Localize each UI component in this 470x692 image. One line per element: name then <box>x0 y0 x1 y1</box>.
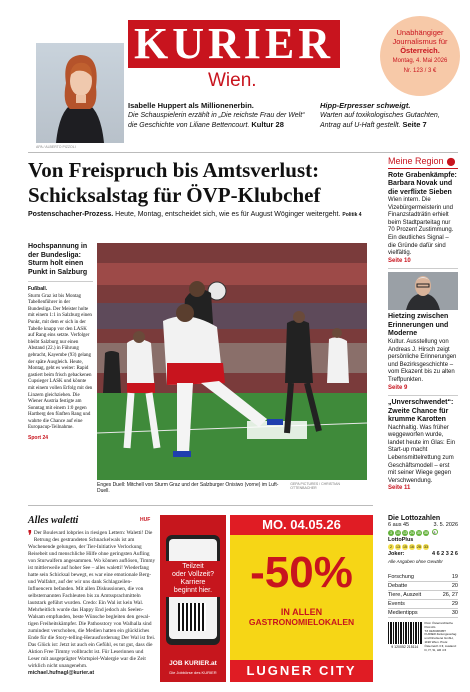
barcode <box>388 622 422 652</box>
lugner-ad-line1: IN ALLEN <box>280 607 323 617</box>
lotto-draw: 6 aus 45 <box>388 522 410 528</box>
portrait-credit: APA / ALBERTO PIZZOLI <box>36 145 76 149</box>
imprint: Post: Österreichische Post AG TZ 02Z030695T KURIER Zeitungsverlag und Druckerei GmbH, 1190 Wien. Preis: Österreich 3 €, Ausland: D, IT, SI, HR 4 € <box>424 621 457 652</box>
region-story-karotten[interactable] <box>388 399 458 493</box>
location-pin-icon: ⬤ <box>446 157 456 166</box>
photo-caption-row <box>97 482 367 494</box>
edition-stamp <box>380 16 460 96</box>
sport-kicker: Fußball. <box>28 286 48 292</box>
region-label: Meine Region <box>388 156 444 166</box>
sport-title: Hochspannung in der Bundesliga: Sturm holt einen Punkt in Salzburg <box>28 243 88 276</box>
index-row[interactable]: Tiere, Auszeit 26, 27 <box>388 592 458 598</box>
stamp-date: Montag, 4. Mai 2026 <box>392 58 448 64</box>
lead-kicker: Postenschacher-Prozess. <box>28 211 114 218</box>
index-row[interactable]: Events 29 <box>388 601 458 607</box>
sport-text: Sturm Graz ist bis Montag Tabellenführer in der Bundesliga. Der Meister holte mit einem 1:1 in Salzburg einen Punkt, mit dem er sich in der Tabelle knapp vor den LASK auf Rang eins setzte. Verfolger bleibt Salzburg nur einen Abstand (22.) in Führung gebracht, Kayembe (93) gelang der späte Ausgleich. Heute, Montag, geht es weiter: Rapid gastiert beim frisch gebackenen Cupsieger LASK und könnte mit einem vollen Erfolg mit den Linzern gleichziehen. Die Wiener Austria festigte am Sonntag mit einem 1:0 gegen Hartberg den fünften Rang und wahrte die Chance auf eine Europacup-Teilnahme. <box>28 293 93 431</box>
index-row[interactable]: Forschung 19 <box>388 574 458 580</box>
region-story-novak-title: Rote Grabenkämpfe: Barbara Novak und die verflixte Sieben <box>388 171 457 196</box>
lugner-ad-brand: LUGNER CITY <box>230 660 373 682</box>
lotto-plus-ball: 13 <box>396 545 400 549</box>
lotto-note: Alle Angaben ohne Gewähr <box>388 559 443 564</box>
lead-subtext: Heute, Montag, entscheidet sich, wie es für August Wöginger weitergeht. <box>115 211 341 218</box>
column-body <box>28 530 156 677</box>
region-story-novak-text: Wien intern. Die Vizebürgermeisterin und Finanzstadträtin erhielt beim Stadtparteitag nur 70 Prozent Zustimmung. Ein deutliches Signal – die Gründe dafür sind vielfältig. <box>388 197 454 257</box>
lotto-numbers <box>388 529 458 537</box>
region-story-novak-ref: Seite 10 <box>388 257 411 264</box>
photo-credit: GEPA PICTURES / CHRISTIAN OTTENBACHER <box>290 482 340 490</box>
column-email[interactable]: michael.hufnagl@kurier.at <box>28 670 95 676</box>
sport-teaser[interactable] <box>28 243 93 441</box>
divider-top <box>28 152 458 153</box>
football-scene <box>97 243 367 480</box>
sport-ref: Sport 24 <box>28 435 49 442</box>
masthead-title[interactable]: KURIER <box>128 20 340 68</box>
lotto-ball: 3 <box>388 530 394 536</box>
lotto-ball: 38 <box>424 531 428 535</box>
page-index <box>388 573 458 618</box>
huppert-portrait[interactable] <box>36 43 124 143</box>
lotto-plus-ball: 15 <box>403 545 407 549</box>
teaser-hipp-title: Hipp-Erpresser schweigt. <box>320 101 411 110</box>
job-ad[interactable] <box>160 515 226 682</box>
region-story-karotten-title: „Unverschwendet“: Zweite Chance für krumme Karotten <box>388 399 454 424</box>
teaser-huppert-ref: Kultur 28 <box>251 120 284 129</box>
teaser-huppert[interactable] <box>128 101 308 130</box>
job-ad-line4: beginnt hier. <box>173 587 213 594</box>
teaser-hipp[interactable] <box>320 101 456 130</box>
hirsch-portrait[interactable] <box>388 272 458 310</box>
column-title[interactable]: Alles waletti <box>28 515 79 526</box>
lotto-date: 3. 5. 2026 <box>433 522 458 528</box>
lead-headline[interactable]: Von Freispruch bis Amtsverlust: Schicksalstag für ÖVP-Klubchef <box>28 158 321 207</box>
lead-ref: Politik 4 <box>342 212 362 218</box>
region-story-karotten-text: Nachhaltig. Was früher weggeworfen wurde, landet heute im Glas: Ein Start-up macht Lebensmittelrettung zum Geschäftsmodell – erst mit seiner Wiege gegen Verschwendung. <box>388 424 456 484</box>
lugner-ad-date: MO. 04.05.26 <box>230 515 373 535</box>
lotto-joker-label: Joker: <box>388 551 405 557</box>
barcode-icon <box>388 622 422 644</box>
photo-caption: Enges Duell: Mitchell von Sturm Graz und der Salzburger Onisiwo (vorne) im Luft-Duell. <box>97 482 279 494</box>
job-ad-line3: Karriere <box>180 579 206 586</box>
lotto-plus-ball: 2 <box>388 544 394 550</box>
lotto-box <box>388 515 458 652</box>
barcode-number: 9 120052 215114 <box>391 645 419 649</box>
lotto-plus-numbers <box>388 544 458 551</box>
lotto-title: Die Lottozahlen <box>388 515 441 522</box>
region-column <box>388 158 458 493</box>
lotto-plus-label: LottoPlus <box>388 537 414 543</box>
lotto-ball: 13 <box>403 531 407 535</box>
portrait-illustration <box>36 43 124 143</box>
divider-bottom <box>28 505 373 506</box>
job-ad-tag: Die Jobbörse des KURIER <box>169 670 217 675</box>
stamp-line3: Österreich. <box>400 46 440 55</box>
edition-label: Wien. <box>208 70 257 91</box>
lotto-plus-ball: 28 <box>417 545 421 549</box>
lead-subline <box>28 211 378 218</box>
lugner-ad-line2: GASTRONOMIELOKALEN <box>248 617 355 627</box>
column-text: Der Boulevard lobpries in riesigen Lettern: Waletti! Die Retrung des gestrandeten Schnackelwals ist am Wochenende gelungen, der Tier-Initiative Verlockung Reisebeit und menschliche Hilfe ohne geringsten Aufling von Sturwalfern angesammen. Wo können auflösen, Timmy ist mittlerweile auf hoher See – alles waletti! Wiederfang hatte sein Schicksal bewegt, es war eine emotionale Berg- und Walfahrt, auf der wir uns dank Schlagzeilen-Influencern befanden. Mit allen Diskussionen, die von selbsternannten Fachleuten bis zu Amtssprachmitteln lautstark geführt wurden. Credo: Ein Wal ist kein Wal. Mehrheitlich wurde das Happy End jedoch als Seelen-Walsam empfunden, beste Wünsche begleiten den gewal-tigen Freiheitskämpfer. Die Pathosstory von Walhalla sind zumindest verschoben, die Medien hatten ein glückliches Ende für die Story-telling-Herausforderung Der Wal ist frei. Das Glück ist: Jetzt ist auch ein Gefühl, es tut gut, dass die Aktion Free Timmy vollbracht ist. Für Leserinnen und Leser mit ausgeprägter Wortspiel-Walergie war die Zeit wirklich nicht unangenehm. <box>28 530 156 669</box>
region-story-hietzing-ref: Seite 9 <box>388 384 408 391</box>
region-story-hietzing-title: Hietzing zwischen Erinnerungen und Moderne <box>388 313 449 338</box>
stamp-line2: Journalismus für <box>392 37 448 46</box>
teaser-hipp-ref: Seite 7 <box>402 120 427 129</box>
job-ad-brand: JOB KURIER.at <box>169 660 217 667</box>
lugner-ad-discount: -50% <box>250 548 353 597</box>
teaser-huppert-title: Isabelle Huppert als Millionenerbin. <box>128 101 254 110</box>
lotto-zusatzzahl: 8 <box>432 529 438 535</box>
lotto-ball: 10 <box>396 531 400 535</box>
lotto-plus-ball: 16 <box>410 545 414 549</box>
lotto-ball: 24 <box>410 531 414 535</box>
lugner-ad[interactable] <box>230 515 373 682</box>
region-story-novak[interactable] <box>388 172 458 266</box>
region-story-hietzing[interactable] <box>388 313 458 392</box>
job-ad-line1: Teilzeit <box>182 563 204 570</box>
region-story-hietzing-text: Kultur. Ausstellung von Andreas J. Hirsch zeigt persönliche Erinnerungen und Bezirksgeschichte – vom Ekazent bis zu alten Treffpunkten. <box>388 338 457 383</box>
qr-code-icon <box>178 603 206 631</box>
region-story-karotten-ref: Seite 11 <box>388 485 411 492</box>
drop-cap-mark: ❜ <box>28 528 32 542</box>
job-ad-line2: oder Vollzeit? <box>171 571 215 578</box>
teaser-huppert-text: Die Schauspielerin erzählt in „Die reichste Frau der Welt“ die Geschichte von Liliane Bettencourt. <box>128 112 305 129</box>
football-photo[interactable] <box>97 243 367 480</box>
lotto-ball: 35 <box>417 531 421 535</box>
lotto-plus-ball: 33 <box>424 545 428 549</box>
teaser-hipp-text: Warten auf toxikologisches Gutachten, Antrag auf U-Haft gestellt. <box>320 112 440 129</box>
stamp-number: Nr. 123 / 3 € <box>403 68 437 74</box>
index-row[interactable]: Medientipps 30 <box>388 610 458 616</box>
column-author-tag: HUF <box>140 517 151 523</box>
stamp-line1: Unabhängiger <box>396 28 444 37</box>
index-row[interactable]: Debatte 20 <box>388 583 458 589</box>
lotto-joker: 4 6 2 3 2 6 <box>432 551 458 557</box>
hirsch-illustration <box>388 272 458 310</box>
